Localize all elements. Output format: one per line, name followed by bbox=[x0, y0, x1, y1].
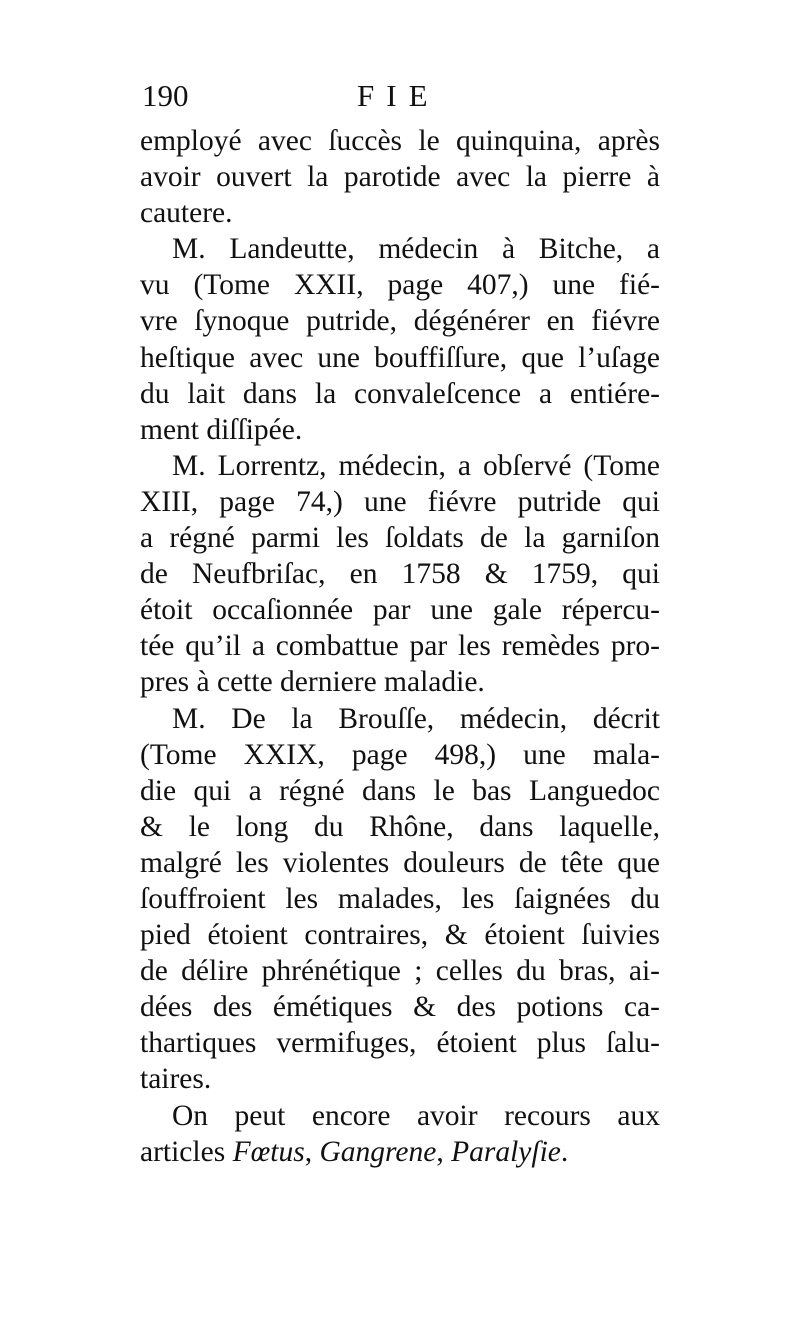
text-line: & le long du Rhône, dans laquelle, bbox=[140, 810, 660, 843]
text-line: du lait dans la convaleſcence a entiére- bbox=[140, 377, 660, 410]
text-line: pres à cette derniere maladie. bbox=[140, 666, 485, 699]
page-number: 190 bbox=[142, 78, 189, 113]
text-lines bbox=[140, 123, 660, 1134]
text-line: heſtique avec une bouffiſſure, que l’uſage bbox=[140, 341, 660, 374]
text-line: (Tome XXIX, page 498,) une mala- bbox=[140, 738, 660, 771]
final-line-sep-1: , bbox=[304, 1135, 320, 1168]
text-line: XIII, page 74,) une fiévre putride qui bbox=[140, 485, 660, 518]
text-line: M. De la Brouſſe, médecin, décrit bbox=[172, 702, 660, 735]
text-line: pied étoient contraires, & étoient ſuivies bbox=[140, 919, 660, 952]
text-line: tée qu’il a combattue par les remèdes pro- bbox=[140, 630, 660, 663]
page-header bbox=[142, 72, 662, 120]
running-head: FIE bbox=[357, 78, 440, 113]
text-line: a régné parmi les ſoldats de la garniſon bbox=[140, 522, 660, 555]
body-text bbox=[140, 123, 660, 1170]
text-line: avoir ouvert la parotide avec la pierre à bbox=[140, 161, 660, 194]
text-line: de délire phrénétique ; celles du bras, ai- bbox=[140, 955, 660, 988]
final-line-suffix: . bbox=[560, 1135, 569, 1168]
text-line: thartiques vermifuges, étoient plus ſalu- bbox=[140, 1027, 660, 1060]
text-line: ment diſſipée. bbox=[140, 413, 303, 446]
text-line-final bbox=[140, 1134, 660, 1170]
final-line-sep-2: , bbox=[436, 1135, 452, 1168]
text-line: malgré les violentes douleurs de tête que bbox=[140, 846, 660, 879]
text-line: cautere. bbox=[140, 197, 233, 230]
text-line: die qui a régné dans le bas Languedoc bbox=[140, 774, 660, 807]
final-line-prefix: articles bbox=[140, 1135, 233, 1168]
text-line: de Neufbriſac, en 1758 & 1759, qui bbox=[140, 558, 660, 591]
text-line: vu (Tome XXII, page 407,) une fié- bbox=[140, 269, 660, 302]
cross-reference-foetus: Fœtus bbox=[232, 1135, 305, 1168]
text-line: M. Landeutte, médecin à Bitche, a bbox=[172, 233, 660, 266]
text-line: étoit occaſionnée par une gale répercu- bbox=[140, 594, 660, 627]
cross-reference-paralysie: Paralyſie bbox=[451, 1135, 561, 1168]
text-line: taires. bbox=[140, 1063, 212, 1096]
text-line: dées des émétiques & des potions ca- bbox=[140, 991, 660, 1024]
text-line: employé avec ſuccès le quinquina, après bbox=[140, 125, 660, 157]
text-line: M. Lorrentz, médecin, a obſervé (Tome bbox=[172, 449, 660, 482]
text-line: ſouffroient les malades, les ſaignées du bbox=[140, 882, 660, 915]
cross-reference-gangrene: Gangrene bbox=[319, 1135, 437, 1168]
text-line: vre ſynoque putride, dégénérer en fiévre bbox=[140, 305, 660, 338]
text-line: On peut encore avoir recours aux bbox=[172, 1099, 660, 1132]
